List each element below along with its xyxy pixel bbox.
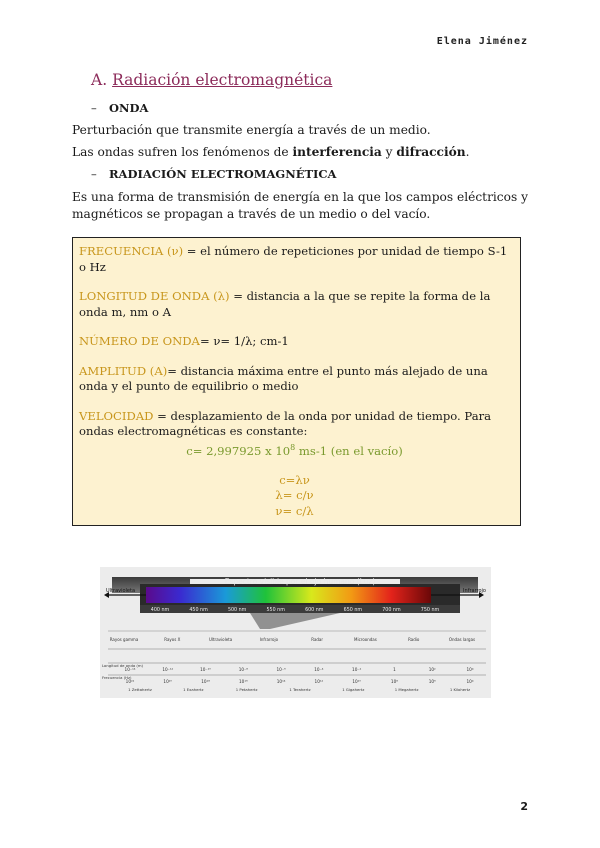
frequency-unit-label: 1 Zettahertz [128, 687, 152, 692]
nm-tick-label: 450 nm [189, 608, 208, 613]
section-title: Radiación electromagnética [112, 71, 333, 89]
frequency-unit-label: 1 Petahertz [235, 687, 258, 692]
onda-line2 [72, 144, 528, 161]
section-letter: A. [91, 71, 108, 89]
onda-line2-pre: Las ondas sufren los fenómenos de [72, 145, 293, 159]
longitud-term: LONGITUD DE ONDA (λ) [79, 289, 230, 303]
frequency-tick-label: 10⁴ [466, 679, 474, 684]
frequency-tick-label: 10⁸ [390, 679, 398, 684]
frequency-tick-label: 10¹² [314, 679, 324, 684]
frequency-tick-label: 10⁶ [428, 679, 436, 684]
nm-tick-label: 750 nm [420, 608, 440, 613]
speed-of-light-value [79, 440, 510, 459]
def-amplitud [79, 364, 510, 395]
formula-lambda: λ= c/ν [275, 488, 314, 503]
page-number: 2 [520, 800, 528, 813]
section-heading [91, 71, 332, 89]
radiacion-text: Es una forma de transmisión de energía en la que los campos eléctricos y magnéticos se propagan a través de un medio o del vacío. [72, 190, 528, 221]
wavelength-tick-label: 1 [393, 667, 396, 672]
numero-text: = ν= 1/λ; cm-1 [199, 334, 289, 348]
definitions-box [72, 237, 521, 526]
wavelength-tick-label: 10⁻⁸ [238, 667, 248, 672]
def-frecuencia [79, 244, 510, 275]
infrared-label: Infrarrojo [463, 588, 486, 594]
nm-tick-label: 600 nm [305, 608, 324, 613]
band-label: Ondas largas [448, 637, 476, 642]
electromagnetic-spectrum-figure [100, 567, 491, 698]
wavelength-tick-label: 10⁻² [352, 667, 362, 672]
frecuencia-text: = el número de repeticiones por unidad de tiempo S-1 o Hz [79, 244, 508, 274]
band-label: Radar [311, 637, 324, 642]
band-label: Microondas [354, 637, 377, 642]
c-value-unit: ms-1 (en el vacío) [295, 443, 403, 458]
amplitud-term: AMPLITUD (A) [79, 363, 168, 378]
frecuencia-term: FRECUENCIA (ν) [79, 244, 184, 258]
onda-title: ONDA [109, 101, 149, 115]
velocidad-term: VELOCIDAD [79, 408, 154, 423]
wavelength-tick-label: 10⁻¹⁴ [124, 667, 136, 672]
wavelength-tick-label: 10⁴ [466, 667, 474, 672]
nm-tick-label: 650 nm [343, 608, 363, 613]
nm-tick-label: 550 nm [266, 608, 285, 613]
formula-c: c=λν [279, 472, 310, 487]
wavelength-tick-label: 10⁻¹⁰ [200, 667, 212, 672]
onda-line1: Perturbación que transmite energía a través de un medio. [72, 123, 431, 137]
band-label: Ultravioleta [208, 637, 233, 642]
frequency-tick-label: 10¹⁴ [276, 679, 286, 684]
def-numero [79, 334, 510, 350]
ultraviolet-label: Ultravioleta [106, 588, 136, 594]
wavelength-tick-label: 10⁻⁴ [314, 667, 324, 672]
longitud-text: = distancia a la que se repite la forma de la onda m, nm o A [79, 289, 491, 319]
frequency-tick-label: 10¹⁸ [201, 679, 210, 684]
velocidad-text: = desplazamiento de la onda por unidad de tiempo. Para ondas electromagnéticas es constante: [79, 408, 492, 438]
wavelength-tick-label: 10² [428, 667, 436, 672]
frequency-tick-label: 10²⁰ [163, 679, 173, 684]
wavelength-tick-label: 10⁻⁶ [276, 667, 286, 672]
numero-term: NÚMERO DE ONDA [79, 334, 200, 348]
frequency-tick-label: 10¹⁰ [352, 679, 362, 684]
bullet-onda: – ONDA [91, 101, 149, 115]
frequency-unit-label: 1 Kilohertz [449, 687, 471, 692]
nm-tick-label: 700 nm [382, 608, 401, 613]
amplitud-text: = distancia máxima entre el punto más alejado de una onda y el punto de equilibrio o medio [79, 363, 488, 393]
nm-tick-label: 500 nm [227, 608, 247, 613]
radiacion-title: RADIACIÓN ELECTROMAGNÉTICA [109, 167, 337, 181]
c-value-exponent: 8 [290, 442, 296, 452]
row-label-frequency: Frecuencia (Hz) [102, 675, 132, 680]
onda-line2-post: . [465, 145, 470, 159]
interferencia-term: interferencia [292, 145, 382, 159]
c-value-base: c= 2,997925 x 10 [186, 443, 291, 458]
def-longitud [79, 289, 510, 320]
def-velocidad [79, 409, 510, 440]
frequency-unit-label: 1 Megahertz [394, 687, 419, 692]
band-label: Rayos gamma [109, 637, 139, 642]
spectrum-svg [100, 567, 491, 698]
nm-tick-label: 400 nm [150, 608, 170, 613]
frequency-unit-label: 1 Exahertz [183, 687, 204, 692]
row-label-wavelength: Longitud de onda (m) [102, 663, 144, 668]
formula-nu: ν= c/λ [275, 503, 314, 518]
author-name: Elena Jiménez [436, 36, 528, 47]
difraccion-term: difracción [396, 145, 466, 159]
bullet-radiacion: – RADIACIÓN ELECTROMAGNÉTICA [91, 167, 337, 181]
onda-line2-mid: y [381, 145, 397, 159]
frequency-tick-label: 10¹⁶ [238, 679, 248, 684]
frequency-unit-label: 1 Gigahertz [342, 687, 365, 692]
band-label: Rayos X [164, 637, 181, 642]
wavelength-tick-label: 10⁻¹² [162, 667, 174, 672]
spectrum-title: Espectro visible por el ojo humano (Luz) [224, 577, 376, 586]
band-label: Radio [408, 637, 420, 642]
frequency-tick-label: 10²² [125, 679, 135, 684]
band-label: Infrarrojo [259, 637, 279, 642]
frequency-unit-label: 1 Terahertz [289, 687, 311, 692]
